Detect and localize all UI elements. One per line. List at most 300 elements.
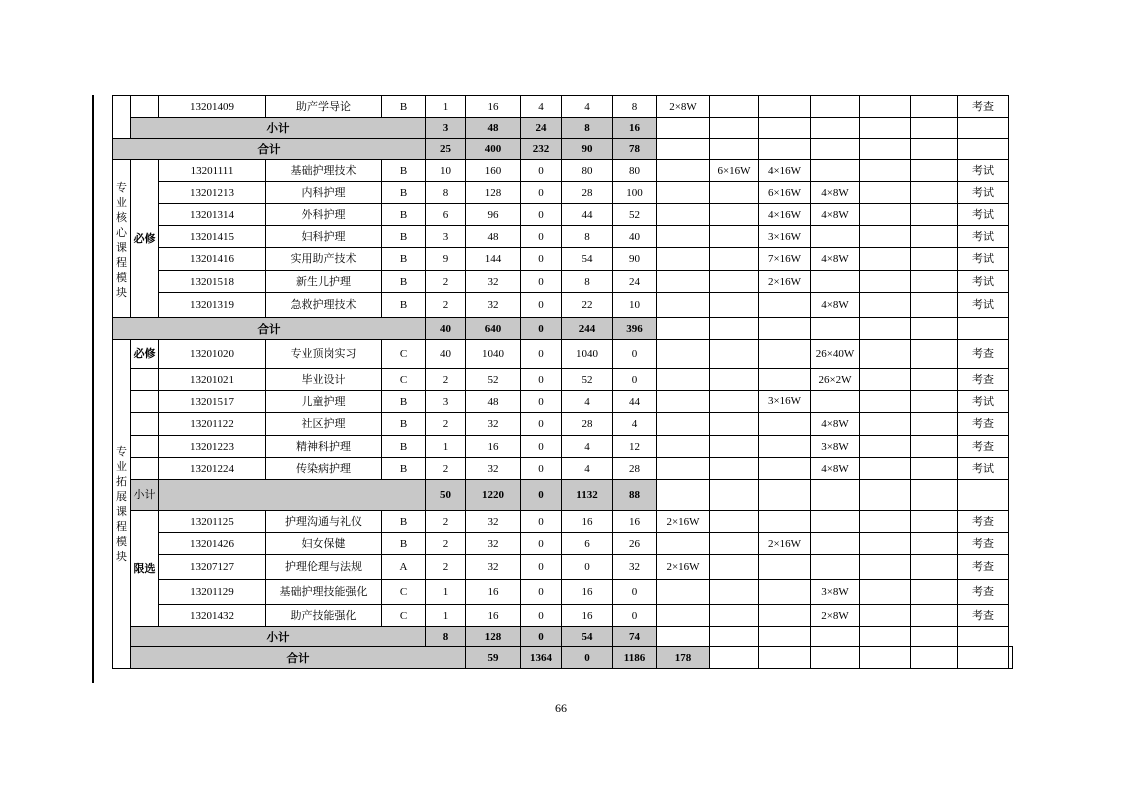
data-cell: 4×8W [811,248,860,271]
data-cell [710,248,759,271]
data-cell [759,458,811,480]
data-cell [657,293,710,318]
data-cell: 26 [613,533,657,555]
empty-cell [759,647,811,669]
category-required-label: 必修 [131,340,159,369]
data-cell: 0 [613,369,657,391]
sum-cell: 0 [562,647,613,669]
data-cell: 80 [613,160,657,182]
data-cell [860,96,911,118]
data-cell: 13201415 [159,226,266,248]
data-cell: 新生儿护理 [266,271,382,293]
data-cell: 考试 [958,204,1009,226]
course-row [113,182,1013,204]
data-cell: 32 [466,533,521,555]
data-cell [710,533,759,555]
data-cell: B [382,391,426,413]
empty-cell [131,458,159,480]
data-cell: 考查 [958,96,1009,118]
data-cell [860,436,911,458]
data-cell: 专业顶岗实习 [266,340,382,369]
data-cell: 0 [521,293,562,318]
data-cell: C [382,605,426,627]
data-cell: 考试 [958,458,1009,480]
data-cell [710,226,759,248]
data-cell [657,226,710,248]
data-cell: 4×8W [811,182,860,204]
data-cell [911,555,958,580]
data-cell [811,391,860,413]
sum-cell: 90 [562,139,613,160]
data-cell: 6×16W [759,182,811,204]
data-cell: 16 [466,605,521,627]
empty-cell [911,647,958,669]
data-cell: 2 [426,413,466,436]
empty-cell [860,627,911,647]
empty-cell [811,480,860,511]
data-cell [811,533,860,555]
data-cell: 4×16W [759,160,811,182]
empty-cell [958,118,1009,139]
data-cell: B [382,271,426,293]
data-cell [860,271,911,293]
course-row [113,204,1013,226]
data-cell: 28 [562,182,613,204]
data-cell: 0 [521,413,562,436]
data-cell [911,160,958,182]
data-cell: 16 [562,580,613,605]
total-row [113,647,1013,669]
data-cell [911,533,958,555]
data-cell: 妇科护理 [266,226,382,248]
data-cell [860,248,911,271]
data-cell: 8 [426,182,466,204]
data-cell: 2 [426,458,466,480]
data-cell: 13201122 [159,413,266,436]
data-cell [710,413,759,436]
data-cell: 16 [466,96,521,118]
data-cell: 考试 [958,391,1009,413]
data-cell: 13201213 [159,182,266,204]
data-cell: 13201517 [159,391,266,413]
data-cell: 4×8W [811,458,860,480]
data-cell: 40 [613,226,657,248]
empty-cell [759,627,811,647]
data-cell [911,96,958,118]
data-cell: B [382,533,426,555]
sum-cell: 640 [466,318,521,340]
data-cell: 13201020 [159,340,266,369]
data-cell [911,248,958,271]
empty-cell [911,118,958,139]
data-cell: 8 [613,96,657,118]
data-cell: B [382,511,426,533]
data-cell [657,605,710,627]
curriculum-table [112,95,1013,669]
data-cell: 32 [466,511,521,533]
sum-cell: 396 [613,318,657,340]
course-row [113,436,1013,458]
data-cell [860,555,911,580]
course-row [113,340,1013,369]
data-cell: 3×8W [811,436,860,458]
course-row [113,458,1013,480]
data-cell: 1040 [562,340,613,369]
data-cell: 0 [521,226,562,248]
empty-cell [759,318,811,340]
total-row [113,318,1013,340]
data-cell [759,413,811,436]
data-cell: 32 [613,555,657,580]
data-cell: 54 [562,248,613,271]
data-cell: 0 [521,436,562,458]
data-cell: 外科护理 [266,204,382,226]
data-cell [657,580,710,605]
data-cell [911,293,958,318]
data-cell: 考试 [958,182,1009,204]
data-cell: 52 [466,369,521,391]
course-row [113,413,1013,436]
data-cell [911,391,958,413]
total-label: 合计 [113,318,426,340]
data-cell: 3×16W [759,226,811,248]
data-cell: 13201129 [159,580,266,605]
data-cell [710,96,759,118]
data-cell [811,160,860,182]
data-cell [657,436,710,458]
sum-cell: 8 [426,627,466,647]
empty-cell [131,369,159,391]
module-label-core: 专业核心课程模块 [113,160,131,318]
data-cell [710,271,759,293]
empty-cell [131,96,159,118]
subtotal-row [113,627,1013,647]
data-cell: 32 [466,555,521,580]
subtotal-label: 小计 [131,118,426,139]
data-cell: 13207127 [159,555,266,580]
course-row [113,160,1013,182]
empty-cell [811,647,860,669]
empty-cell [860,139,911,160]
data-cell: 考试 [958,248,1009,271]
data-cell: 2×16W [759,271,811,293]
data-cell: 13201416 [159,248,266,271]
sum-cell: 244 [562,318,613,340]
data-cell [657,458,710,480]
data-cell: 内科护理 [266,182,382,204]
empty-cell [131,436,159,458]
data-cell: 4×8W [811,413,860,436]
data-cell: 1 [426,580,466,605]
data-cell [811,226,860,248]
data-cell: B [382,160,426,182]
data-cell [860,369,911,391]
sum-cell: 88 [613,480,657,511]
data-cell: 4 [562,458,613,480]
data-cell: 0 [521,533,562,555]
data-cell: 144 [466,248,521,271]
data-cell: 1 [426,436,466,458]
module-label-ext: 专业拓展课程模块 [113,340,131,669]
data-cell: 3 [426,391,466,413]
sum-cell: 48 [466,118,521,139]
empty-cell [860,118,911,139]
data-cell: 10 [613,293,657,318]
data-cell [911,226,958,248]
empty-cell [710,118,759,139]
empty-cell [958,480,1009,511]
data-cell: 4 [562,436,613,458]
data-cell: B [382,248,426,271]
data-cell: 6 [426,204,466,226]
category-limited-label: 限选 [131,511,159,627]
data-cell: 13201518 [159,271,266,293]
data-cell: C [382,369,426,391]
sum-cell: 59 [466,647,521,669]
data-cell: 实用助产技术 [266,248,382,271]
data-cell [710,391,759,413]
data-cell: 4×16W [759,204,811,226]
data-cell: 考查 [958,533,1009,555]
data-cell: 2 [426,271,466,293]
data-cell [860,226,911,248]
sum-cell: 24 [521,118,562,139]
data-cell: 考试 [958,271,1009,293]
empty-cell [811,318,860,340]
data-cell: B [382,436,426,458]
data-cell: 4×8W [811,204,860,226]
data-cell [657,248,710,271]
course-row [113,369,1013,391]
data-cell: 13201409 [159,96,266,118]
data-cell [860,182,911,204]
data-cell: 28 [613,458,657,480]
data-cell: 急救护理技术 [266,293,382,318]
data-cell: 0 [521,204,562,226]
data-cell [710,458,759,480]
empty-cell [860,647,911,669]
data-cell: 0 [521,182,562,204]
data-cell [811,511,860,533]
data-cell: 2×16W [759,533,811,555]
subtotal-label: 小计 [131,480,159,511]
category-required-label: 必修 [131,160,159,318]
empty-cell [710,647,759,669]
sum-cell: 128 [466,627,521,647]
data-cell [710,182,759,204]
data-cell: 考查 [958,340,1009,369]
data-cell [911,369,958,391]
data-cell: 2×8W [657,96,710,118]
total-row [113,139,1013,160]
data-cell: 儿童护理 [266,391,382,413]
left-margin-cell [113,96,131,139]
data-cell: 13201319 [159,293,266,318]
data-cell: C [382,340,426,369]
data-cell: 0 [613,605,657,627]
data-cell: 0 [521,248,562,271]
data-cell: 2 [426,293,466,318]
data-cell: 2 [426,511,466,533]
empty-cell [159,480,426,511]
empty-cell [811,118,860,139]
data-cell [911,580,958,605]
sum-cell: 0 [521,627,562,647]
data-cell: 2 [426,533,466,555]
data-cell [710,293,759,318]
table-body [113,96,1013,669]
empty-cell [759,118,811,139]
data-cell: 90 [613,248,657,271]
empty-cell [860,480,911,511]
data-cell: 2×16W [657,511,710,533]
sum-cell: 178 [657,647,710,669]
sum-cell: 1220 [466,480,521,511]
total-label: 合计 [113,139,426,160]
data-cell: 考查 [958,511,1009,533]
data-cell: 16 [562,511,613,533]
data-cell: 2 [426,555,466,580]
data-cell: 13201426 [159,533,266,555]
data-cell [860,413,911,436]
total-label: 合计 [131,647,466,669]
data-cell: 1 [426,605,466,627]
data-cell [657,204,710,226]
left-border-line [92,95,94,683]
data-cell: 4 [562,96,613,118]
data-cell: 16 [466,580,521,605]
data-cell: 传染病护理 [266,458,382,480]
data-cell: 助产技能强化 [266,605,382,627]
data-cell: 妇女保健 [266,533,382,555]
data-cell [657,413,710,436]
data-cell [911,271,958,293]
data-cell: 0 [521,555,562,580]
data-cell: 96 [466,204,521,226]
empty-cell [860,318,911,340]
empty-cell [131,413,159,436]
data-cell: 考查 [958,413,1009,436]
empty-cell [657,318,710,340]
data-cell [860,340,911,369]
data-cell: 16 [613,511,657,533]
data-cell: 100 [613,182,657,204]
data-cell: 32 [466,271,521,293]
data-cell: B [382,182,426,204]
course-row [113,533,1013,555]
data-cell: 0 [521,369,562,391]
data-cell: 13201125 [159,511,266,533]
data-cell [710,436,759,458]
data-cell [911,458,958,480]
data-cell: 2×8W [811,605,860,627]
data-cell [657,533,710,555]
empty-cell [911,139,958,160]
data-cell: 考试 [958,160,1009,182]
empty-cell [811,627,860,647]
data-cell: B [382,204,426,226]
data-cell: 10 [426,160,466,182]
data-cell [710,605,759,627]
empty-cell [710,627,759,647]
data-cell: 4 [521,96,562,118]
data-cell [759,555,811,580]
data-cell: 40 [426,340,466,369]
course-row [113,226,1013,248]
data-cell: 4×8W [811,293,860,318]
sum-cell: 400 [466,139,521,160]
data-cell: 4 [613,413,657,436]
data-cell: 160 [466,160,521,182]
data-cell: B [382,293,426,318]
data-cell: 28 [562,413,613,436]
data-cell: 52 [613,204,657,226]
sum-cell: 54 [562,627,613,647]
empty-cell [911,627,958,647]
data-cell [911,204,958,226]
data-cell: 0 [562,555,613,580]
data-cell: 32 [466,293,521,318]
data-cell [911,511,958,533]
sum-cell: 50 [426,480,466,511]
course-row [113,293,1013,318]
data-cell: 22 [562,293,613,318]
sum-cell: 0 [521,318,562,340]
data-cell [710,369,759,391]
data-cell [710,580,759,605]
data-cell [811,555,860,580]
data-cell: A [382,555,426,580]
data-cell [860,293,911,318]
data-cell: 0 [521,580,562,605]
data-cell: B [382,226,426,248]
empty-cell [958,647,1009,669]
data-cell [911,605,958,627]
data-cell: 护理沟通与礼仪 [266,511,382,533]
empty-cell [958,318,1009,340]
data-cell: 社区护理 [266,413,382,436]
data-cell [860,605,911,627]
data-cell: 0 [521,605,562,627]
data-cell: 精神科护理 [266,436,382,458]
empty-cell [710,480,759,511]
data-cell [710,511,759,533]
data-cell: 0 [613,340,657,369]
data-cell: B [382,413,426,436]
sum-cell: 25 [426,139,466,160]
data-cell [710,555,759,580]
data-cell: 考查 [958,580,1009,605]
data-cell [759,511,811,533]
data-cell: 13201224 [159,458,266,480]
data-cell [759,96,811,118]
empty-cell [1009,647,1013,669]
data-cell: 8 [562,226,613,248]
sum-cell: 8 [562,118,613,139]
data-cell [759,340,811,369]
course-row [113,605,1013,627]
subtotal-row [113,118,1013,139]
data-cell [657,340,710,369]
data-cell: 13201223 [159,436,266,458]
data-cell: 0 [521,458,562,480]
course-row [113,511,1013,533]
course-row [113,271,1013,293]
data-cell: 16 [466,436,521,458]
data-cell: 助产学导论 [266,96,382,118]
empty-cell [759,139,811,160]
data-cell [860,458,911,480]
